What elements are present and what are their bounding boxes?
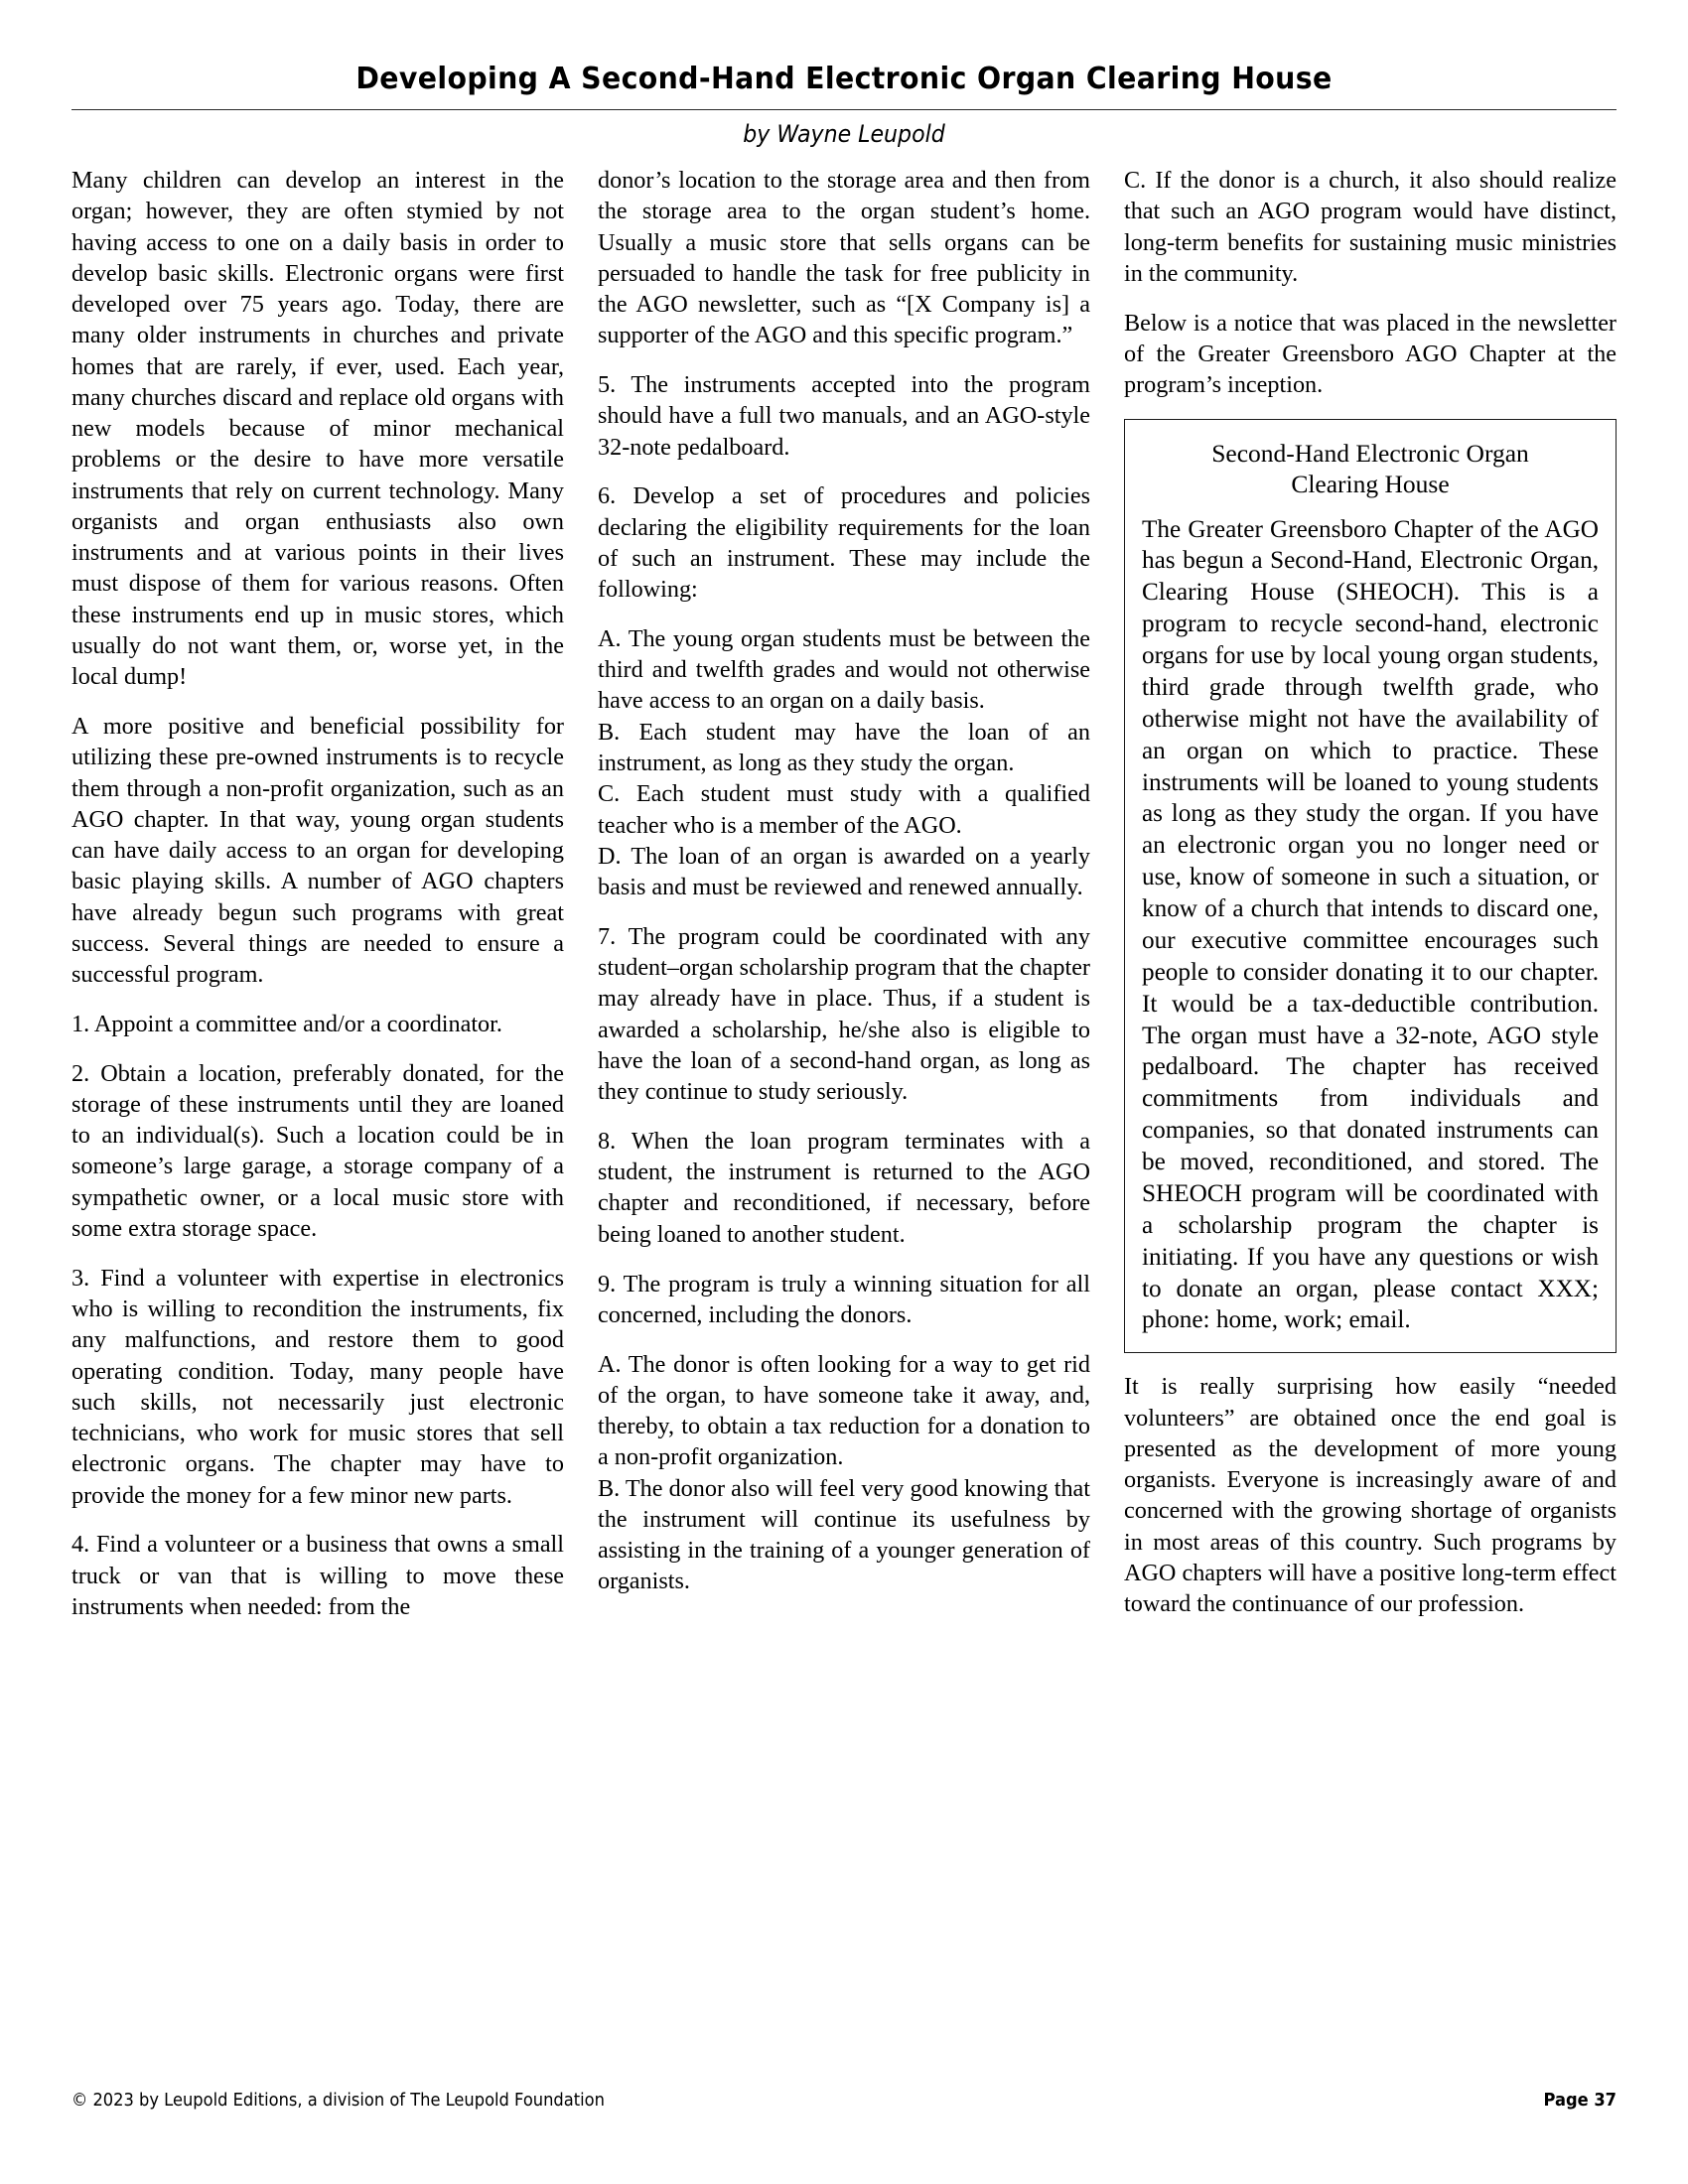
list-item: D. The loan of an organ is awarded on a yearly basis and must be reviewed and renewed annually. (598, 842, 1090, 901)
paragraph: 5. The instruments accepted into the program should have a full two manuals, and an AGO-style 32-note pedalboard. (598, 371, 1090, 461)
paragraph: C. If the donor is a church, it also should realize that such an AGO program would have distinct, long-term benefits for sustaining music ministries in the community. (1124, 167, 1617, 287)
paragraph: 6. Develop a set of procedures and policies declaring the eligibility requirements for the loan of such an instrument. These may include the following: (598, 482, 1090, 604)
notice-title-line-2: Clearing House (1291, 470, 1450, 499)
paragraph: Below is a notice that was placed in the newsletter of the Greater Greensboro AGO Chapter at the program’s inception. (1124, 309, 1617, 399)
list-item: A. The donor is often looking for a way to get rid of the organ, to have someone take it away, and, thereby, to obtain a tax reduction for a donation to a non-profit organization. (598, 1350, 1090, 1471)
paragraph: It is really surprising how easily “needed volunteers” are obtained once the end goal is presented as the development of more young organists. Everyone is increasingly aware of and concerned with the growing shortage of organists in most areas of this country. Such programs by AGO chapters will have a positive long-term effect toward the continuance of our profession. (1124, 1373, 1617, 1618)
paragraph: 8. When the loan program terminates with a student, the instrument is returned to the AGO chapter and reconditioned, if necessary, before being loaned to another student. (598, 1127, 1090, 1248)
column-2 (598, 165, 1090, 2051)
notice-title (1142, 438, 1599, 500)
paragraph: A more positive and beneficial possibility for utilizing these pre-owned instruments is to recycle them through a non-profit organization, such as an AGO chapter. In that way, young organ students can have daily access to an organ for developing basic playing skills. A number of AGO chapters have already begun such programs with great success. Several things are needed to ensure a successful program. (71, 713, 564, 989)
list-item: B. The donor also will feel very good knowing that the instrument will continue its usefulness by assisting in the training of a younger generation of organists. (598, 1474, 1090, 1595)
masthead (71, 62, 1617, 148)
page-title: Developing A Second-Hand Electronic Organ Clearing House (355, 62, 1333, 96)
copyright-notice: © 2023 by Leupold Editions, a division of The Leupold Foundation (71, 2091, 605, 2111)
notice-body: The Greater Greensboro Chapter of the AGO has begun a Second-Hand, Electronic Organ, Clearing House (SHEOCH). This is a program to recycle second-hand, electronic organs for use by local young organ students, third grade through twelfth grade, who otherwise might not have the availability of an organ on which to practice. These instruments will be loaned to young students as long as they study the organ. If you have an electronic organ you no longer need or use, know of someone in such a situation, or know of a church that intends to discard one, our executive committee encourages such people to consider donating it to our chapter. It would be a tax-deductible contribution. The organ must have a 32-note, AGO style pedalboard. The chapter has received commitments from individuals and companies, so that donated instruments can be moved, reconditioned, and stored. The SHEOCH program will be coordinated with a scholarship program the chapter is initiating. If you have any questions or wish to donate an organ, please contact XXX; phone: home, work; email. (1142, 515, 1599, 1334)
list-item: A. The young organ students must be between the third and twelfth grades and would not otherwise have access to an organ on a daily basis. (598, 624, 1090, 715)
paragraph: 1. Appoint a committee and/or a coordinator. (71, 1010, 502, 1037)
list-item: B. Each student may have the loan of an instrument, as long as they study the organ. (598, 718, 1090, 777)
paragraph: Many children can develop an interest in the organ; however, they are often stymied by not having access to one on a daily basis in order to develop basic skills. Electronic organs were first developed over 75 years ago. Today, there are many older instruments in churches and private homes that are rarely, if ever, used. Each year, many churches discard and replace old organs with new models because of minor mechanical problems or the desire to have more versatile instruments that rely on current technology. Many organists and organ enthusiasts also own instruments and at various points in their lives must dispose of them for various reasons. Often these instruments end up in music stores, which usually do not want them, or, worse yet, in the local dump! (71, 167, 564, 691)
article-columns (71, 165, 1617, 2051)
paragraph: 3. Find a volunteer with expertise in electronics who is willing to recondition the instruments, fix any malfunctions, and restore them to good operating condition. Today, many people have such skills, not necessarily just electronic technicians, who work for music stores that sell electronic organs. The chapter may have to provide the money for a few minor new parts. (71, 1264, 564, 1509)
paragraph: donor’s location to the storage area and then from the storage area to the organ student’s home. Usually a music store that sells organs can be persuaded to handle the task for free publicity in the AGO newsletter, such as “[X Company is] a supporter of the AGO and this specific program.” (598, 167, 1090, 349)
column-3 (1124, 165, 1617, 2051)
page-footer (71, 2091, 1617, 2111)
column-1 (71, 165, 564, 2051)
paragraph: 7. The program could be coordinated with any student–organ scholarship program that the chapter may already have in place. Thus, if a student is awarded a scholarship, he/she also is eligible to have the loan of a second-hand organ, as long as they continue to study seriously. (598, 922, 1090, 1106)
paragraph: 4. Find a volunteer or a business that owns a small truck or van that is willing to move these instruments when needed: from the (71, 1531, 564, 1620)
notice-title-line-1: Second-Hand Electronic Organ (1211, 438, 1529, 468)
paragraph: 2. Obtain a location, preferably donated, for the storage of these instruments until they are loaned to an individual(s). Such a location could be in someone’s large garage, a storage company of a sympathetic owner, or a local music store with some extra storage space. (71, 1059, 564, 1242)
notice-box (1124, 419, 1617, 1353)
title-divider (71, 109, 1617, 110)
list-item: C. Each student must study with a qualified teacher who is a member of the AGO. (598, 780, 1090, 839)
page-number: Page 37 (1543, 2091, 1617, 2111)
paragraph: 9. The program is truly a winning situation for all concerned, including the donors. (598, 1270, 1090, 1328)
byline: by Wayne Leupold (743, 120, 945, 149)
